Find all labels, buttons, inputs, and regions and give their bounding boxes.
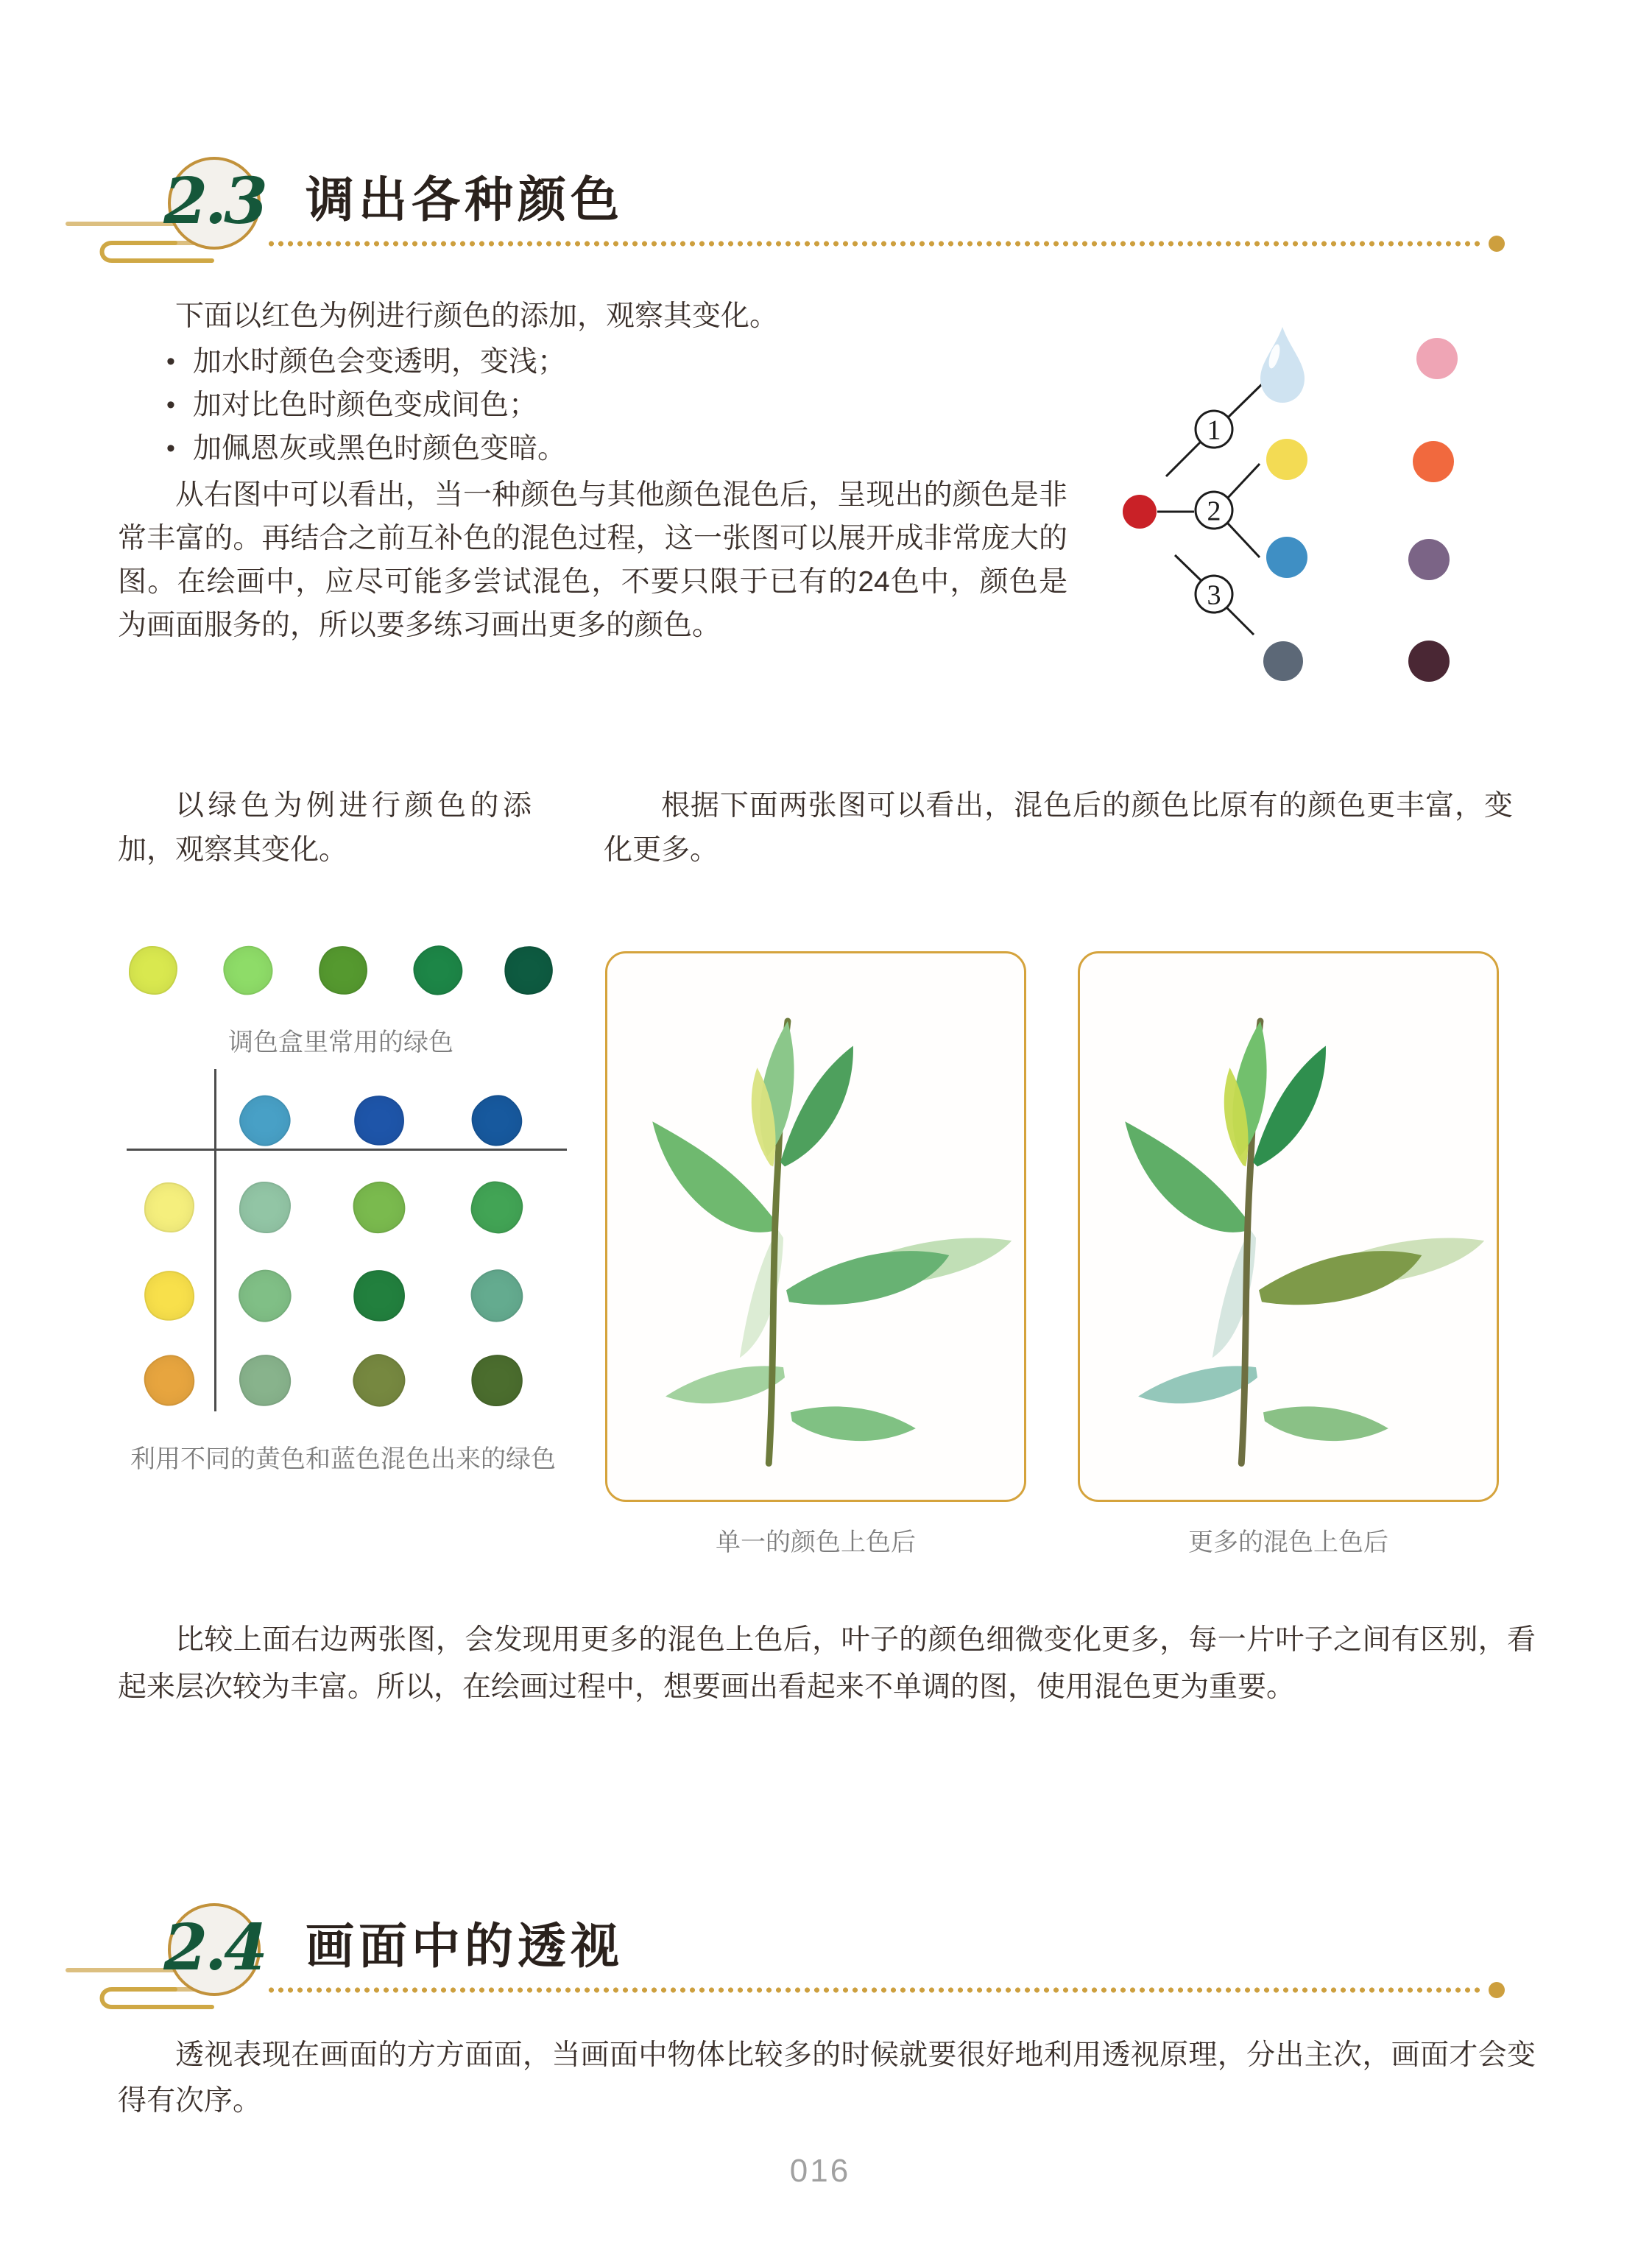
left-column-text: 以绿色为例进行颜色的添加，观察其变化。 — [118, 790, 532, 866]
additive-blue-swatch — [1266, 537, 1307, 578]
rule-end-dot-2 — [1489, 1982, 1505, 1998]
svg-text:2: 2 — [1207, 495, 1221, 527]
mix-grid-caption: 利用不同的黄色和蓝色混色出来的绿色 — [130, 1445, 556, 1473]
color-swatch — [239, 1182, 291, 1233]
plant-leaf — [666, 1366, 785, 1403]
grid-horizontal-line — [127, 1149, 567, 1151]
section-2-3-number: 2.3 — [163, 164, 265, 239]
intro-paragraph: 下面以红色为例进行颜色的添加，观察其变化。 — [175, 300, 779, 332]
bullet-list — [163, 340, 1047, 470]
plant-leaf — [1259, 1251, 1422, 1305]
svg-text:3: 3 — [1207, 579, 1221, 611]
right-column-text: 根据下面两张图可以看出，混色后的颜色比原有的颜色更丰富，变化更多。 — [604, 790, 1513, 866]
color-swatch — [462, 1085, 532, 1156]
svg-text:1: 1 — [1207, 415, 1221, 446]
color-swatch — [343, 1171, 416, 1244]
perspective-paragraph: 透视表现在画面的方方面面，当画面中物体比较多的时候就要很好地利用透视原理，分出主次，画面才会变得有次序。 — [118, 2039, 1536, 2117]
water-drop-icon — [1260, 327, 1305, 403]
plant-leaf — [791, 1406, 916, 1441]
color-swatch — [213, 936, 282, 1004]
bullet-item: • 加水时颜色会变透明，变浅； — [163, 340, 1047, 384]
plant-leaf — [1263, 1406, 1388, 1441]
color-swatch — [129, 946, 177, 995]
result-pink-swatch — [1416, 338, 1458, 379]
section-2-3-dotted-rule — [266, 239, 1481, 249]
plant-mixed-caption: 更多的混色上色后 — [1188, 1528, 1388, 1556]
result-purple-swatch — [1408, 539, 1450, 580]
plant-single-caption: 单一的颜色上色后 — [716, 1528, 916, 1556]
color-swatch — [464, 1347, 530, 1414]
plant-figure-mixed-color — [1078, 951, 1499, 1502]
main-paragraph: 从右图中可以看出，当一种颜色与其他颜色混色后，呈现出的颜色是非常丰富的。再结合之前互补色的混色过程，这一张图可以展开成非常庞大的图。在绘画中，应尽可能多尝试混色，不要只限于已有的24色中，颜色是为画面服务的，所以要多练习画出更多的颜色。 — [118, 479, 1067, 641]
step-1-marker — [1196, 411, 1232, 448]
source-red-swatch — [1123, 495, 1157, 529]
color-swatch — [350, 1091, 409, 1151]
green-palette-caption: 调色盒里常用的绿色 — [228, 1029, 453, 1057]
color-swatch — [346, 1347, 412, 1414]
color-swatch — [144, 1182, 194, 1232]
grid-vertical-line — [214, 1069, 216, 1411]
section-2-3-badge — [163, 157, 265, 250]
step-2-marker — [1196, 492, 1232, 529]
plant-illustration-mixed — [1080, 953, 1496, 1499]
page-number: 016 — [789, 2153, 851, 2189]
color-swatch — [136, 1263, 202, 1328]
additive-gray-swatch — [1263, 641, 1303, 681]
additive-yellow-swatch — [1266, 439, 1307, 480]
color-swatch — [404, 937, 471, 1003]
bullet-item: • 加对比色时颜色变成间色； — [163, 384, 1047, 427]
section-2-4-number: 2.4 — [163, 1911, 265, 1985]
section-2-3-title: 调出各种颜色 — [306, 174, 624, 227]
plant-leaf — [786, 1251, 949, 1305]
color-swatch — [230, 1346, 300, 1416]
color-swatch — [134, 1345, 205, 1416]
red-mix-diagram — [1104, 317, 1480, 699]
color-swatch — [498, 940, 559, 1001]
section-2-4-dotted-rule — [266, 1985, 1481, 1995]
color-swatch — [461, 1260, 533, 1332]
color-swatch — [230, 1260, 300, 1331]
color-swatch — [232, 1087, 298, 1154]
result-maroon-swatch — [1408, 641, 1450, 682]
section-2-4-title: 画面中的透视 — [306, 1920, 624, 1974]
color-swatch — [349, 1266, 409, 1325]
plant-figure-single-color — [605, 951, 1026, 1502]
color-swatch — [316, 943, 371, 998]
bullet-item: • 加佩恩灰或黑色时颜色变暗。 — [163, 427, 1047, 470]
result-orange-swatch — [1413, 441, 1454, 482]
rule-end-dot — [1489, 236, 1505, 252]
compare-paragraph: 比较上面右边两张图，会发现用更多的混色上色后，叶子的颜色细微变化更多，每一片叶子之间有区别，看起来层次较为丰富。所以，在绘画过程中，想要画出看起来不单调的图，使用混色更为重要。 — [118, 1624, 1536, 1703]
step-3-marker — [1196, 576, 1232, 613]
plant-illustration-single — [607, 953, 1023, 1499]
plant-leaf — [1138, 1366, 1257, 1403]
section-2-4-badge — [163, 1903, 265, 1996]
color-swatch — [467, 1178, 526, 1236]
